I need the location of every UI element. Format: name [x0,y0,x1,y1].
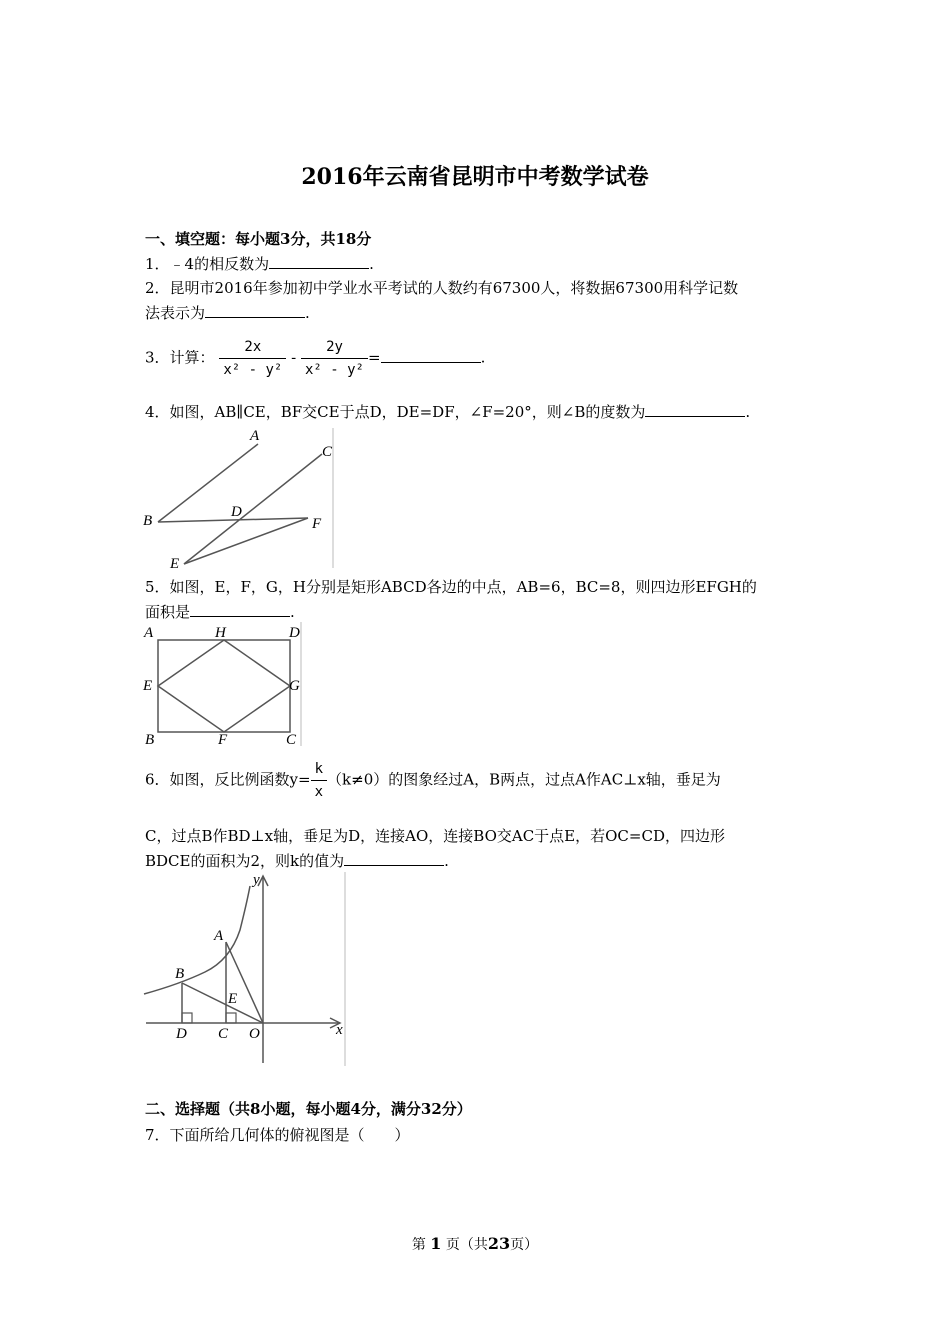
q3-answer-blank [381,348,481,363]
question-7: 7．下面所给几何体的俯视图是（ ） [145,1126,410,1144]
q2-end: . [305,304,310,322]
q6-segment-bo [182,983,263,1023]
q5-label-a: A [144,625,154,641]
page-title: 2016年云南省昆明市中考数学试卷 [301,164,649,190]
q3-frac2-denominator: x² - y² [304,362,364,378]
q4-segment-ef [184,518,308,564]
q3-equals: = [368,348,381,367]
question-6-line2: C，过点B作BD⊥x轴，垂足为D，连接AO，连接BO交AC于点E，若OC=CD，四边形 [145,827,725,845]
q3-fraction-2 [301,340,368,377]
q6-label-o: O [249,1026,260,1042]
q2-text: 法表示为 [145,304,206,322]
q6-suffix: （k≠0）的图象经过A，B两点，过点A作AC⊥x轴，垂足为 [327,770,721,789]
page-footer [0,1234,950,1254]
q4-label-d: D [231,504,242,520]
q5-answer-blank [190,602,290,617]
question-5-line2 [145,601,295,622]
q5-text: 面积是 [145,603,191,621]
question-3 [145,340,485,377]
q6-label-a: A [214,928,224,944]
question-5-line1: 5．如图，E，F，G，H分别是矩形ABCD各边的中点，AB=6，BC=8，则四边形EFGH的 [145,578,757,596]
q6-label-x: x [336,1022,343,1038]
q1-answer-blank [269,254,369,269]
question-2-line1: 2．昆明市2016年参加初中学业水平考试的人数约有67300人，将数据67300用科学记数 [145,279,739,297]
question-1 [145,253,374,274]
q3-fraction-1 [219,340,286,377]
q5-label-d: D [289,625,300,641]
q3-prefix: 3．计算： [145,348,215,367]
q5-label-g: G [289,678,300,694]
q4-segment-ec [184,454,322,564]
q6-frac-denominator: x [314,784,324,800]
footer-pre: 第 [411,1237,426,1253]
q6-figure [140,868,355,1072]
footer-total-pages: 23 [487,1234,511,1253]
q6-frac-numerator: k [311,762,327,781]
q3-frac1-denominator: x² - y² [223,362,283,378]
question-6-line1 [145,762,721,799]
q5-label-f: F [218,732,228,748]
q4-label-e: E [170,556,180,570]
q4-label-f: F [312,516,322,532]
footer-post: 页） [510,1237,539,1253]
q2-answer-blank [205,303,305,318]
q3-frac1-numerator: 2x [219,340,286,359]
q4-end: . [745,403,751,421]
q6-segment-ao [226,942,263,1023]
q5-end: . [290,603,295,621]
q5-figure [140,622,310,752]
section1-heading: 一、填空题：每小题3分，共18分 [145,230,372,248]
q4-label-b: B [143,513,153,529]
q6-label-d: D [176,1026,187,1042]
q6-end: . [444,852,449,870]
q6-label-y: y [253,872,260,888]
q3-end: . [480,348,486,367]
q6-label-e: E [228,991,238,1007]
q6-label-b: B [175,966,185,982]
q1-end: . [369,255,374,273]
q4-label-a: A [250,428,260,444]
q3-frac2-numerator: 2y [301,340,368,359]
section2-heading: 二、选择题（共8小题，每小题4分，满分32分） [145,1100,472,1118]
question-4 [145,401,750,422]
q5-label-b: B [145,732,155,748]
footer-page-number: 1 [430,1234,442,1253]
q4-text: 4．如图，AB∥CE，BF交CE于点D，DE=DF，∠F=20°，则∠B的度数为 [145,403,646,421]
q5-rectangle-abcd [158,640,290,732]
q6-answer-blank [344,851,444,866]
q1-text: 1．﹣4的相反数为 [145,255,270,273]
question-2-line2 [145,302,310,323]
q5-rhombus-efgh [158,640,290,732]
q4-segment-ab [158,444,258,522]
q6-fraction [311,762,327,799]
q3-minus: - [291,348,297,367]
q6-text: BDCE的面积为2，则k的值为 [145,852,345,870]
q6-right-angle-c [226,1013,236,1023]
q6-label-c: C [218,1026,229,1042]
q6-prefix: 6．如图，反比例函数y= [145,770,311,789]
q5-label-c: C [286,732,297,748]
q6-hyperbola-curve [144,886,250,994]
q4-answer-blank [645,402,745,417]
footer-mid: 页（共 [445,1237,488,1253]
q4-label-c: C [322,444,333,460]
q6-right-angle-d [182,1013,192,1023]
q4-figure [140,424,340,574]
q5-label-e: E [143,678,153,694]
q5-label-h: H [215,625,226,641]
